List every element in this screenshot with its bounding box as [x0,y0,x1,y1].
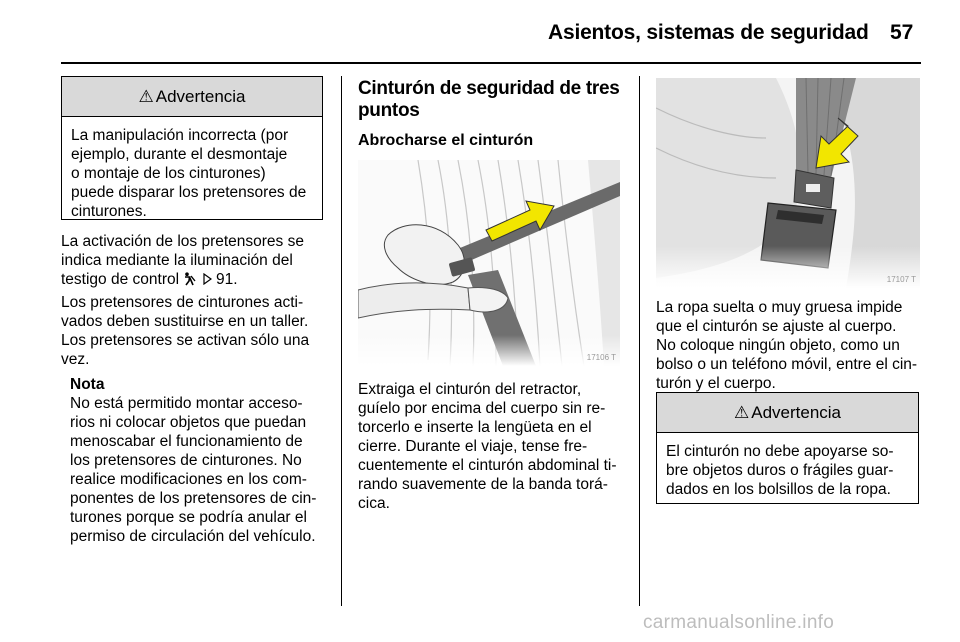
note-line: No está permitido montar acceso- [70,395,303,412]
figure-code: 17107 T [886,275,916,284]
text-line: turón y el cuerpo. [656,375,776,392]
warning-line: cinturones. [71,203,147,220]
text-line: vez. [61,351,90,368]
warning-triangle-icon: ⚠ [733,402,750,422]
text-line: indica mediante la iluminación del [61,252,293,269]
paragraph-fastening [358,380,633,513]
text-line: La activación de los pretensores se [61,233,304,250]
text-line: guíelo por encima del cuerpo sin re- [358,400,606,417]
buckle-insertion-illustration [656,78,920,288]
text-line: vados deben sustituirse en un taller. [61,313,309,330]
text-line: Los pretensores se activan sólo una [61,332,310,349]
figure-fastening-seatbelt [358,160,620,366]
seatbelt-pretensioner-icon [183,272,196,291]
text-line: Extraiga el cinturón del retractor, [358,381,582,398]
note-line: realice modificaciones en los com- [70,471,307,488]
note-line: turones porque se podría anular el [70,509,307,526]
column-divider-right [639,76,640,606]
text-line: No coloque ningún objeto, como un [656,337,900,354]
note-line: ponentes de los pretensores de cin- [70,490,317,507]
note-line: permiso de circulación del vehículo. [70,528,316,545]
header-rule [61,62,921,64]
figure-code: 17106 T [586,353,616,362]
paragraph-clothing [656,298,931,393]
warning-title: Advertencia [155,86,246,106]
warning-box-pretensioner [61,76,323,220]
text-line: cuentemente el cinturón abdominal ti- [358,457,617,474]
note-block [70,375,338,546]
paragraph-replacement [61,293,336,369]
warning-line: bre objetos duros o frágiles guar- [666,462,894,479]
warning-line: o montaje de los cinturones) [71,165,266,182]
warning-body [62,117,322,221]
warning-line: ejemplo, durante el desmontaje [71,146,288,163]
note-line: los pretensores de cinturones. No [70,452,302,469]
text-line: cierre. Durante el viaje, tense fre- [358,438,588,455]
note-line: menoscabar el funcionamiento de [70,433,303,450]
page-reference-arrow-icon [203,271,212,290]
text-line: La ropa suelta o muy gruesa impide [656,299,903,316]
section-title-line: Cinturón de seguridad de tres [358,78,620,99]
text-line: que el cinturón se ajuste al cuerpo. [656,318,897,335]
warning-box-objects [656,392,919,504]
note-line: rios ni colocar objetos que puedan [70,414,307,431]
text-line: bolso o un teléfono móvil, entre el cin- [656,356,918,373]
warning-title: Advertencia [751,402,842,422]
text-line: Los pretensores de cinturones acti- [61,294,304,311]
text-line: rando suavemente de la banda torá- [358,476,608,493]
warning-line: puede disparar los pretensores de [71,184,307,201]
section-title [358,78,628,122]
figure-buckle-insertion [656,78,920,288]
footer-watermark: carmanualsonline.info [643,612,835,633]
warning-line: dados en los bolsillos de la ropa. [666,481,891,498]
warning-body [657,433,918,499]
warning-header [62,77,322,117]
note-title: Nota [70,376,105,393]
page-reference-number: 91. [215,271,238,288]
warning-line: La manipulación incorrecta (por [71,127,289,144]
seatbelt-fastening-illustration [358,160,620,366]
subsection-title: Abrocharse el cinturón [358,132,534,149]
page-number: 57 [890,21,914,44]
paragraph-activation [61,232,336,291]
text-line: cica. [358,495,390,512]
warning-line: El cinturón no debe apoyarse so- [666,443,894,460]
text-line: torcerlo e inserte la lengüeta en el [358,419,592,436]
column-divider-left [341,76,342,606]
warning-triangle-icon: ⚠ [138,86,154,106]
page-header-title: Asientos, sistemas de seguridad [548,21,869,44]
section-title-line: puntos [358,100,420,121]
text-line [61,270,336,291]
text-fragment: testigo de control [61,271,184,288]
warning-header [657,393,918,433]
